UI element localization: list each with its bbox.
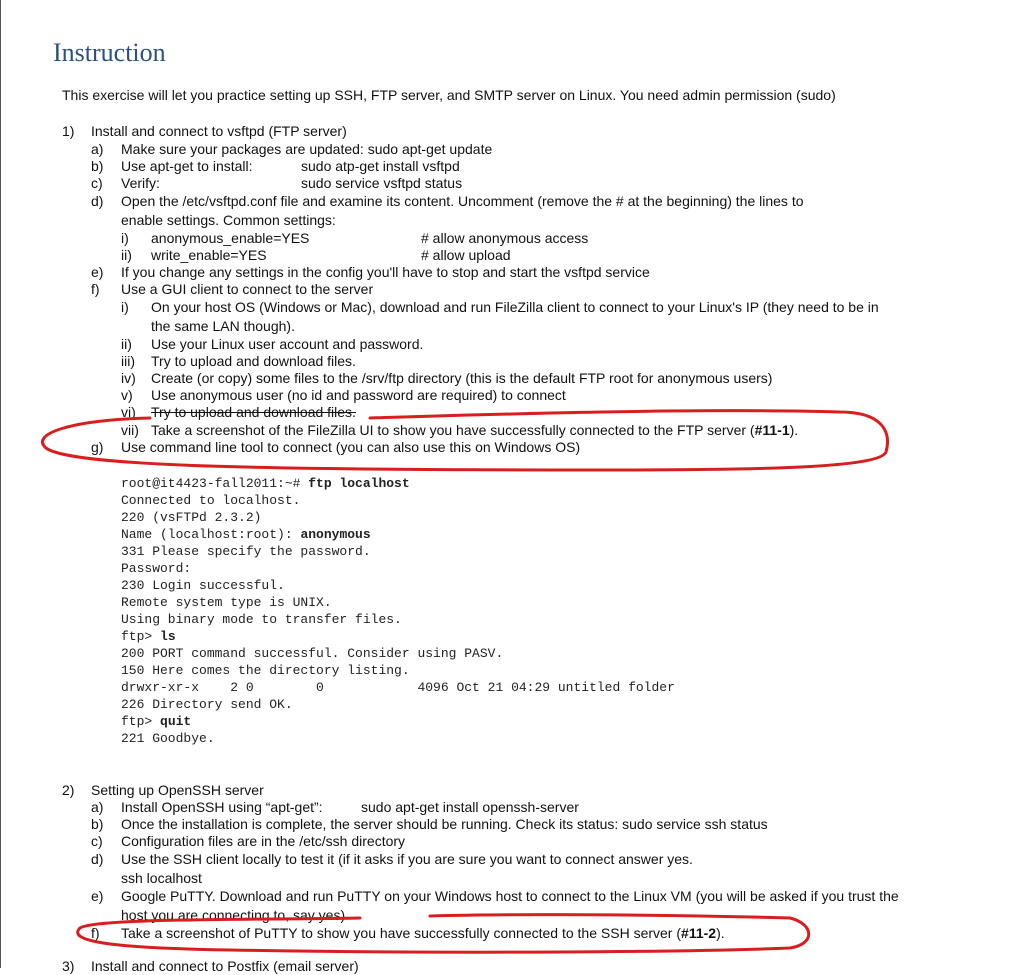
s1-a-text: Make sure your packages are updated: sudo apt-get update: [121, 141, 493, 157]
s1-d-marker: d): [91, 193, 104, 209]
terminal-line-3: 220 (vsFTPd 2.3.2): [121, 510, 262, 525]
s1-c-command: sudo service vsftpd status: [301, 175, 463, 191]
s1-d-i-marker: i): [121, 230, 129, 246]
s1-f-i-marker: i): [121, 299, 129, 315]
s1-g-marker: g): [91, 439, 104, 455]
s1-f-vii-body: Take a screenshot of the FileZilla UI to show you have successfully connected to the FTP server (: [151, 422, 755, 438]
terminal-line-6: Password:: [121, 561, 192, 576]
section1-heading: Install and connect to vsftpd (FTP server): [91, 123, 347, 139]
s1-d-i-comment: # allow anonymous access: [421, 230, 589, 246]
s1-f-iii-text: Try to upload and download files.: [151, 353, 356, 369]
s1-f-v-text: Use anonymous user (no id and password are required) to connect: [151, 387, 566, 403]
s1-b-marker: b): [91, 158, 104, 174]
s2-b-text: Once the installation is complete, the server should be running. Check its status: sudo service ssh status: [121, 816, 768, 832]
s1-f-text: Use a GUI client to connect to the server: [121, 281, 374, 297]
s1-f-vii-text: [151, 422, 798, 439]
s1-d-ii-comment: # allow upload: [421, 247, 511, 263]
terminal-line-7: 230 Login successful.: [121, 578, 285, 593]
s1-f-vi-marker: vi): [121, 404, 136, 420]
s1-f-marker: f): [91, 281, 100, 297]
page-title: Instruction: [53, 38, 166, 67]
s2-f-text: [121, 925, 725, 942]
terminal-line-4: Name (localhost:root): anonymous: [121, 527, 371, 542]
s2-d-marker: d): [91, 851, 104, 867]
s1-f-vi-text: Try to upload and download files.: [151, 404, 356, 420]
terminal-line-13: drwxr-xr-x 2 0 0 4096 Oct 21 04:29 untitled folder: [121, 680, 675, 695]
terminal-line-9: Using binary mode to transfer files.: [121, 612, 402, 627]
section3-heading: Install and connect to Postfix (email server): [91, 958, 359, 974]
s1-f-i-text-line2: the same LAN though).: [151, 318, 295, 334]
s2-f-marker: f): [91, 925, 100, 941]
s1-d-text-line1: Open the /etc/vsftpd.conf file and examine its content. Uncomment (remove the # at the beginning) the lines to: [121, 193, 804, 209]
s1-f-iii-marker: iii): [121, 353, 135, 369]
s1-f-v-marker: v): [121, 387, 133, 403]
section3-number: 3): [62, 958, 75, 974]
s2-b-marker: b): [91, 816, 104, 832]
terminal-line-2: Connected to localhost.: [121, 493, 301, 508]
page-left-border: [0, 0, 1, 968]
s1-b-command: sudo atp-get install vsftpd: [301, 158, 460, 174]
s2-e-text-line2: host you are connecting to, say yes): [121, 907, 346, 923]
terminal-line-1: root@it4423-fall2011:~# ftp localhost: [121, 476, 410, 491]
section2-heading: Setting up OpenSSH server: [91, 782, 264, 798]
s2-e-marker: e): [91, 888, 104, 904]
s1-f-ii-marker: ii): [121, 336, 132, 352]
s1-c-marker: c): [91, 175, 103, 191]
s2-f-body: Take a screenshot of PuTTY to show you have successfully connected to the SSH server (: [121, 925, 682, 941]
s1-f-vii-ref: #11-1: [754, 422, 790, 438]
s1-f-iv-text: Create (or copy) some files to the /srv/ftp directory (this is the default FTP root for anonymous users): [151, 370, 773, 386]
section1-number: 1): [62, 123, 75, 139]
terminal-line-10: ftp> ls: [121, 629, 176, 644]
s2-e-text-line1: Google PuTTY. Download and run PuTTY on your Windows host to connect to the Linux VM (you will be asked if you trust the: [121, 888, 899, 904]
s2-f-ref: #11-2: [681, 925, 717, 941]
s1-e-text: If you change any settings in the config you'll have to stop and start the vsftpd service: [121, 264, 650, 280]
s1-d-ii-text: write_enable=YES: [151, 247, 267, 263]
s1-e-marker: e): [91, 264, 104, 280]
s2-a-text: Install OpenSSH using “apt-get”:: [121, 799, 323, 815]
s2-c-marker: c): [91, 833, 103, 849]
terminal-line-16: 221 Goodbye.: [121, 731, 215, 746]
s1-d-text-line2: enable settings. Common settings:: [121, 212, 336, 228]
terminal-line-5: 331 Please specify the password.: [121, 544, 371, 559]
s1-b-text: Use apt-get to install:: [121, 158, 253, 174]
terminal-line-12: 150 Here comes the directory listing.: [121, 663, 410, 678]
s2-c-text: Configuration files are in the /etc/ssh directory: [121, 833, 406, 849]
s1-d-i-text: anonymous_enable=YES: [151, 230, 310, 246]
terminal-line-8: Remote system type is UNIX.: [121, 595, 332, 610]
intro-paragraph: This exercise will let you practice setting up SSH, FTP server, and SMTP server on Linux. You need admin permission (sudo): [62, 87, 836, 103]
s2-a-marker: a): [91, 799, 104, 815]
s1-f-vii-marker: vii): [121, 422, 139, 438]
section2-number: 2): [62, 782, 75, 798]
s2-f-end: ).: [716, 925, 725, 941]
terminal-line-15: ftp> quit: [121, 714, 192, 729]
s1-f-i-text-line1: On your host OS (Windows or Mac), download and run FileZilla client to connect to your Linux's IP (they need to be in: [151, 299, 879, 315]
s1-g-text: Use command line tool to connect (you can also use this on Windows OS): [121, 439, 581, 455]
s1-d-ii-marker: ii): [121, 247, 132, 263]
s1-f-ii-text: Use your Linux user account and password.: [151, 336, 424, 352]
s1-a-marker: a): [91, 141, 104, 157]
s2-d-text-line2: ssh localhost: [121, 870, 202, 886]
s2-d-text-line1: Use the SSH client locally to test it (if it asks if you are sure you want to connect answer yes.: [121, 851, 693, 867]
s2-a-command: sudo apt-get install openssh-server: [361, 799, 579, 815]
terminal-line-11: 200 PORT command successful. Consider using PASV.: [121, 646, 504, 661]
s1-f-vii-end: ).: [789, 422, 799, 438]
s1-c-text: Verify:: [121, 175, 160, 191]
terminal-line-14: 226 Directory send OK.: [121, 697, 293, 712]
s1-f-iv-marker: iv): [121, 370, 136, 386]
